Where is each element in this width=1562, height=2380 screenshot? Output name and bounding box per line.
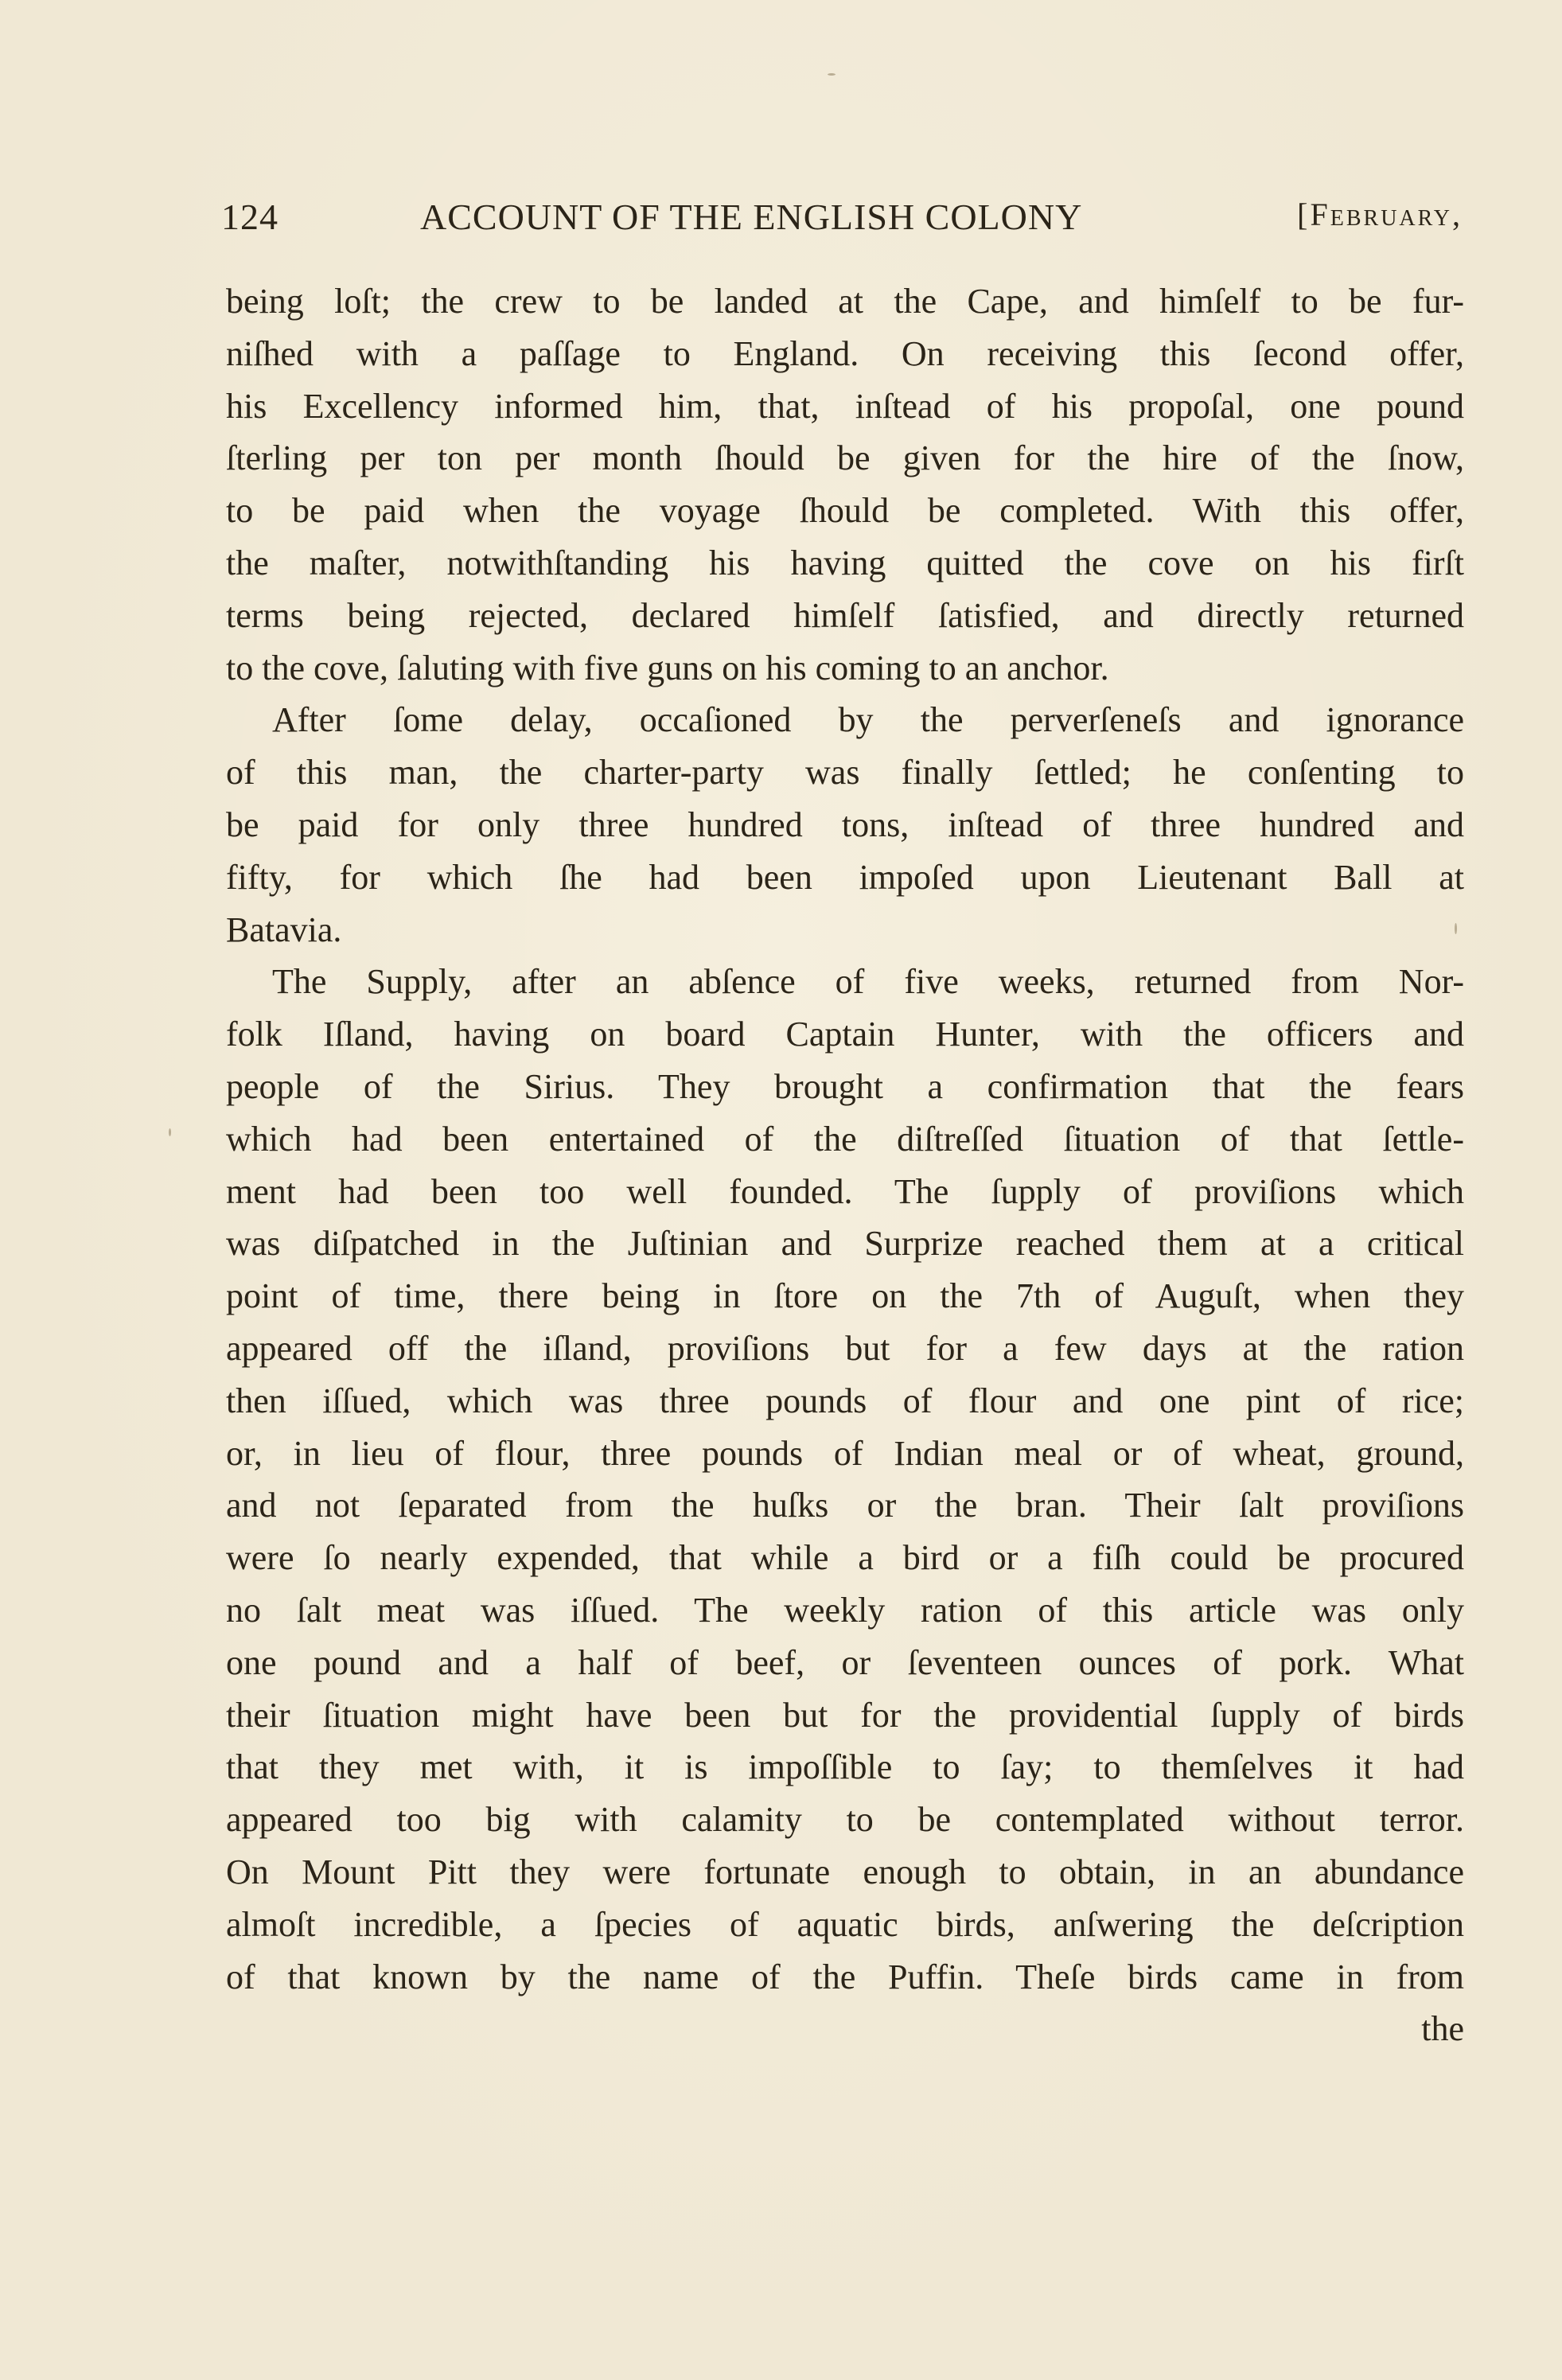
paper-speck [1455,923,1457,934]
text-line: appeared off the iſland, proviſions but for a few days at the ration [226,1328,1464,1368]
page-number: 124 [221,197,279,237]
text-line: ment had been too well founded. The ſupply of proviſions which [226,1171,1464,1211]
text-line: his Excellency informed him, that, inſtead of his propoſal, one pound [226,386,1464,426]
text-line: niſhed with a paſſage to England. On receiving this ſecond offer, [226,333,1464,373]
paper-speck [169,1128,171,1136]
text-line: which had been entertained of the diſtreſſed ſituation of that ſettle- [226,1119,1464,1159]
text-line: The Supply, after an abſence of five weeks, returned from Nor- [272,962,1464,1002]
text-line: the maſter, notwithſtanding his having quitted the cove on his firſt [226,543,1464,582]
running-title: ACCOUNT OF THE ENGLISH COLONY [420,197,1083,237]
text-line: no ſalt meat was iſſued. The weekly ration of this article was only [226,1590,1464,1630]
text-line: of that known by the name of the Puffin. Theſe birds came in from [226,1957,1464,1996]
text-line: almoſt incredible, a ſpecies of aquatic birds, anſwering the deſcription [226,1904,1464,1944]
text-line: being loſt; the crew to be landed at the Cape, and himſelf to be fur- [226,282,1464,321]
paper-speck [828,73,836,76]
text-line: or, in lieu of flour, three pounds of Indian meal or of wheat, ground, [226,1433,1464,1473]
text-line: appeared too big with calamity to be contemplated without terror. [226,1800,1464,1840]
text-line: point of time, there being in ſtore on the 7th of Auguſt, when they [226,1276,1464,1316]
body-text [226,275,1464,2055]
text-line: After ſome delay, occaſioned by the perverſeneſs and ignorance [272,700,1464,740]
text-line: Batavia. [226,910,342,949]
text-line: and not ſeparated from the huſks or the bran. Their ſalt proviſions [226,1486,1464,1525]
running-month: [February, [1297,197,1463,232]
running-header [221,191,1463,247]
text-line: then iſſued, which was three pounds of flour and one pint of rice; [226,1381,1464,1420]
text-line: fifty, for which ſhe had been impoſed upon Lieutenant Ball at [226,857,1464,897]
text-line: people of the Sirius. They brought a confirmation that the fears [226,1066,1464,1106]
text-line: to the cove, ſaluting with five guns on his coming to an anchor. [226,648,1109,688]
text-line: one pound and a half of beef, or ſeventeen ounces of pork. What [226,1642,1464,1682]
text-line: of this man, the charter-party was finally ſettled; he conſenting to [226,753,1464,793]
text-line: were ſo nearly expended, that while a bird or a fiſh could be procured [226,1538,1464,1578]
text-line: ſterling per ton per month ſhould be given for the hire of the ſnow, [226,438,1464,478]
text-line: was diſpatched in the Juſtinian and Surprize reached them at a critical [226,1224,1464,1264]
text-line: to be paid when the voyage ſhould be completed. With this offer, [226,491,1464,531]
text-line: be paid for only three hundred tons, inſtead of three hundred and [226,804,1464,844]
text-line: that they met with, it is impoſſible to ſay; to themſelves it had [226,1747,1464,1787]
text-line: their ſituation might have been but for the providential ſupply of birds [226,1695,1464,1735]
catchword: the [1421,2009,1464,2049]
text-line: folk Iſland, having on board Captain Hunter, with the officers and [226,1015,1464,1054]
text-line: terms being rejected, declared himſelf ſatisfied, and directly returned [226,595,1464,635]
text-line: On Mount Pitt they were fortunate enough to obtain, in an abundance [226,1852,1464,1891]
